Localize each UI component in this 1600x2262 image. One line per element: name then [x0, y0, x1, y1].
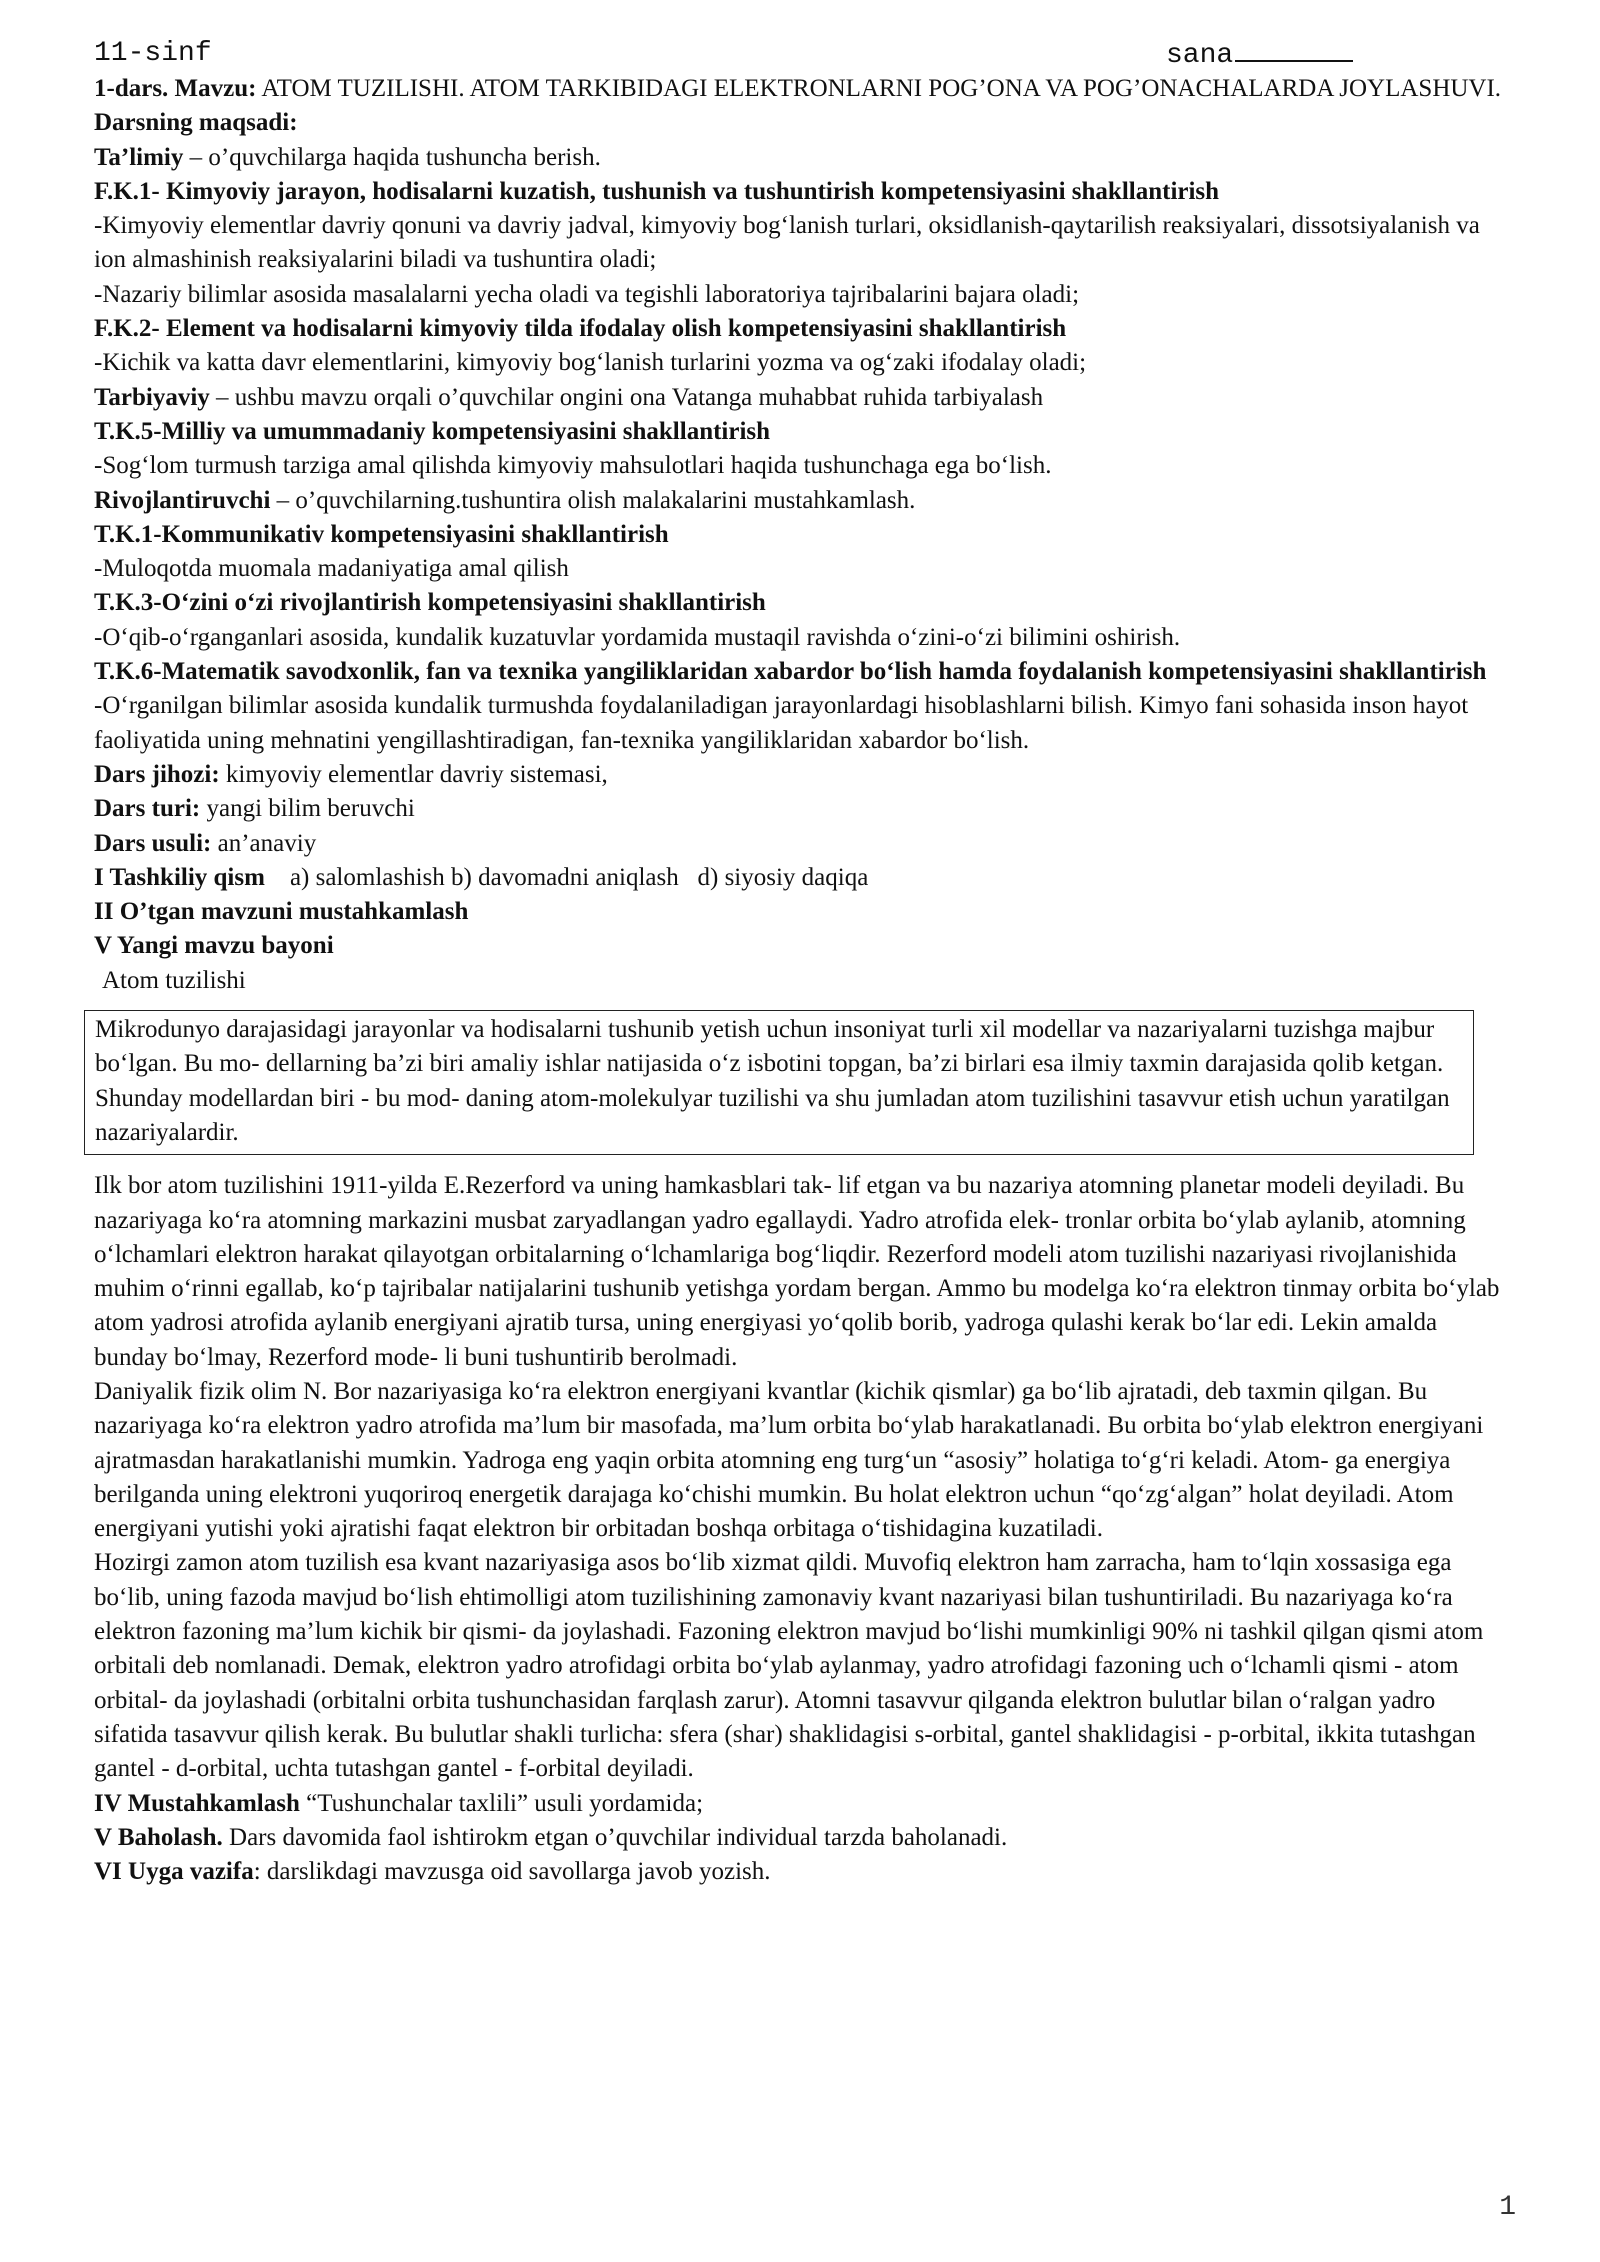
date-field	[1166, 36, 1353, 74]
tk1-heading: T.K.1-Kommunikativ kompetensiyasini shakllantirish	[94, 520, 669, 548]
paragraph-quantum: Hozirgi zamon atom tuzilish esa kvant nazariyasiga asos bo‘lib xizmat qildi. Muvofiq elektron ham zarracha, ham to‘lqin xossasiga ega bo‘lib, uning fazoda mavjud bo‘lish ehtimolligi atom tuzilishining zamonaviy kvant nazariyasi bilan tushuntiriladi. Bu nazariyaga ko‘ra elektron fazoning ma’lum kichik bir qismi- da joylashadi. Fazoning elektron mavjud bo‘lishi mumkinligi 90% ni tashkil qilgan qismi atom orbitali deb nomlanadi. Demak, elektron yadro atrofidagi orbita bo‘ylab aylanmay, yadro atrofidagi fazoning uch o‘lchamli qismi - atom orbital- da joylashadi (orbitalni orbita tushunchasidan farqlash zarur). Atomni tasavvur qilganda elektron bulutlar bilan o‘ralgan yadro sifatida tasavvur qilish kerak. Bu bulutlar shakli turlicha: sfera (shar) shaklidagisi s-orbital, gantel shaklidagisi - p-orbital, ikkita tutashgan gantel - d-orbital, uchta tutashgan gantel - f-orbital deyiladi.	[94, 1549, 1484, 1783]
fk2-heading: F.K.2- Element va hodisalarni kimyoviy tilda ifodalay olish kompetensiyasini shakllantirish	[94, 315, 1067, 343]
tk6-heading: T.K.6-Matematik savodxonlik, fan va texnika yangiliklaridan xabardor bo‘lish hamda foydalanish kompetensiyasini shakllantirish	[94, 658, 1487, 686]
mustahkamlash: IV Mustahkamlash “Tushunchalar taxlili” usuli yordamida;	[94, 1789, 704, 1817]
tk6-line1: -O‘rganilgan bilimlar asosida kundalik turmushda foydalaniladigan jarayonlardagi hisoblashlarni bilish. Kimyo fani sohasida inson hayot faoliyatida uning mehnatini yengillashtiradigan, fan-texnika yangiliklaridan xabardor bo‘lish.	[94, 692, 1469, 754]
goals-heading: Darsning maqsadi:	[94, 109, 298, 137]
fk2-line1: -Kichik va katta davr elementlarini, kimyoviy bog‘lanish turlarini yozma va og‘zaki ifodalay oladi;	[94, 349, 1087, 377]
lesson-title-prefix: 1-dars. Mavzu:	[94, 75, 257, 102]
subtopic-title: Atom tuzilishi	[102, 966, 246, 994]
class-label: 11-sinf	[94, 38, 212, 69]
lesson-title-text: ATOM TUZILISHI. ATOM TARKIBIDAGI ELEKTRONLARNI POG’ONA VA POG’ONACHALARDA JOYLASHUVI.	[256, 75, 1502, 102]
fk1-heading: F.K.1- Kimyoviy jarayon, hodisalarni kuzatish, tushunish va tushuntirish kompetensiyasini shakllantirish	[94, 177, 1220, 205]
tk5-heading: T.K.5-Milliy va umummadaniy kompetensiyasini shakllantirish	[94, 417, 771, 445]
tk5-line1: -Sog‘lom turmush tarziga amal qilishda kimyoviy mahsulotlari haqida tushunchaga ega bo‘lish.	[94, 452, 1052, 480]
talimiy-goal: Ta’limiy – o’quvchilarga haqida tushuncha berish.	[94, 143, 601, 171]
document-page	[94, 36, 1506, 1889]
paragraph-rezerford: Ilk bor atom tuzilishini 1911-yilda E.Rezerford va uning hamkasblari tak- lif etgan va bu nazariya atomning planetar modeli deyiladi. Bu nazariyaga ko‘ra atomning markazini musbat zaryadlangan yadro egallaydi. Yadro atrofida elek- tronlar orbita bo‘ylab aylanib, atomning o‘lchamlari elektron harakat qilayotgan orbitalarning o‘lchamlariga bog‘liqdir. Rezerford modeli atom tuzilishi nazariyasi rivojlanishida muhim o‘rinni egallab, ko‘p tajribalar natijalarini tushunib yetishga yordam bergan. Ammo bu modelga ko‘ra elektron tinmay orbita bo‘ylab atom yadrosi atrofida aylanib energiyani ajratib tursa, uning energiyasi yo‘qolib borib, yadroga qulashi kerak bo‘lar edi. Lekin amalda bunday bo‘lmay, Rezerford mode- li buni tushuntirib berolmadi.	[94, 1172, 1500, 1371]
date-label: sana	[1166, 40, 1234, 71]
tk3-line1: -O‘qib-o‘rganganlari asosida, kundalik kuzatuvlar yordamida mustaqil ravishda o‘zini-o‘zi bilimini oshirish.	[94, 623, 1181, 651]
rivojlantiruvchi-goal: Rivojlantiruvchi – o’quvchilarning.tushuntira olish malakalarini mustahkamlash.	[94, 486, 916, 514]
tarbiyaviy-goal: Tarbiyaviy – ushbu mavzu orqali o’quvchilar ongini ona Vatanga muhabbat ruhida tarbiyalash	[94, 383, 1044, 411]
boxed-intro: Mikrodunyo darajasidagi jarayonlar va hodisalarni tushunib yetish uchun insoniyat turli xil modellar va nazariyalarni tuzishga majbur bo‘lgan. Bu mo- dellarning ba’zi biri amaliy ishlar natijasida o‘z isbotini topgan, ba’zi birlari esa ilmiy taxmin darajasida qolib ketgan. Shunday modellardan biri - bu mod- daning atom-molekulyar tuzilishi va shu jumladan atom tuzilishini tasavvur etish uchun yaratilgan nazariyalardir.	[84, 1010, 1474, 1155]
tk3-heading: T.K.3-O‘zini o‘zi rivojlantirish kompetensiyasini shakllantirish	[94, 589, 766, 617]
dars-turi: Dars turi: yangi bilim beruvchi	[94, 795, 415, 823]
page-header	[94, 36, 1506, 72]
baholash: V Baholash. Dars davomida faol ishtirokm etgan o’quvchilar individual tarzda baholanadi.	[94, 1823, 1008, 1851]
dars-usuli: Dars usuli: an’anaviy	[94, 829, 317, 857]
yangi-mavzu: V Yangi mavzu bayoni	[94, 932, 334, 960]
fk1-line1: -Kimyoviy elementlar davriy qonuni va davriy jadval, kimyoviy bog‘lanish turlari, oksidlanish-qaytarilish reaksiyalari, dissotsiyalanish va ion almashinish reaksiyalarini biladi va tushuntira oladi;	[94, 212, 1480, 274]
uyga-vazifa: VI Uyga vazifa: darslikdagi mavzusga oid savollarga javob yozish.	[94, 1858, 771, 1886]
dars-jihozi: Dars jihozi: kimyoviy elementlar davriy sistemasi,	[94, 760, 608, 788]
page-number: 1	[1499, 2192, 1516, 2223]
tashkiliy-qism: I Tashkiliy qism a) salomlashish b) davomadni aniqlash d) siyosiy daqiqa	[94, 863, 869, 891]
otgan-mavzu: II O’tgan mavzuni mustahkamlash	[94, 898, 469, 926]
tk1-line1: -Muloqotda muomala madaniyatiga amal qilish	[94, 555, 569, 583]
lesson-title	[94, 72, 1506, 106]
paragraph-bor: Daniyalik fizik olim N. Bor nazariyasiga ko‘ra elektron energiyani kvantlar (kichik qismlar) ga bo‘lib ajratadi, deb taxmin qilgan. Bu nazariyaga ko‘ra elektron yadro atrofida ma’lum bir masofada, ma’lum orbita bo‘ylab harakatlanadi. Bu orbita bo‘ylab elektron energiyani ajratmasdan harakatlanishi mumkin. Yadroga eng yaqin orbita atomning eng turg‘un “asosiy” holatiga to‘g‘ri keladi. Atom- ga energiya berilganda uning elektroni yuqoriroq energetik darajaga ko‘chishi mumkin. Bu holat elektron uchun “qo‘zg‘algan” holat deyiladi. Atom energiyani yutishi yoki ajratishi faqat elektron bir orbitadan boshqa orbitaga o‘tishidagina kuzatiladi.	[94, 1377, 1484, 1543]
date-blank-line	[1235, 36, 1353, 62]
fk1-line2: -Nazariy bilimlar asosida masalalarni yecha oladi va tegishli laboratoriya tajribalarini bajara oladi;	[94, 280, 1080, 308]
